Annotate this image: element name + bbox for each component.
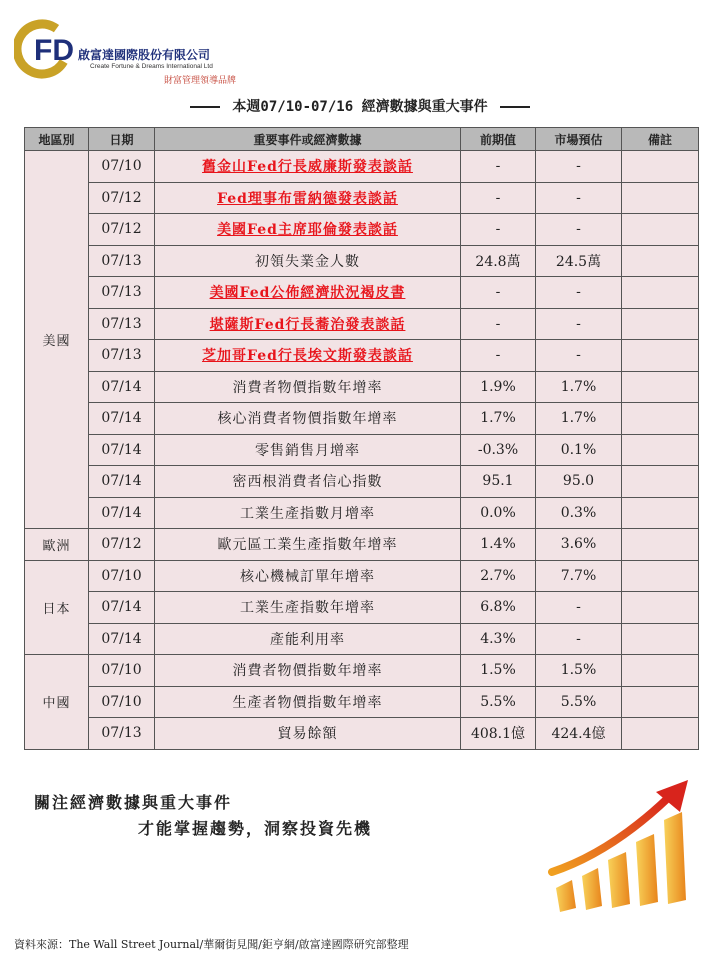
note-cell: [622, 245, 699, 277]
note-cell: [622, 466, 699, 498]
forecast-cell: -: [536, 277, 622, 309]
forecast-cell: 424.4億: [536, 718, 622, 750]
previous-cell: -0.3%: [461, 434, 536, 466]
note-cell: [622, 308, 699, 340]
growth-chart-icon: [548, 776, 698, 916]
company-slogan: 財富管理領導品牌: [164, 76, 237, 86]
previous-cell: -: [461, 214, 536, 246]
forecast-cell: -: [536, 623, 622, 655]
forecast-cell: 1.5%: [536, 655, 622, 687]
forecast-cell: 1.7%: [536, 371, 622, 403]
date-cell: 07/14: [89, 434, 155, 466]
table-row: [25, 340, 699, 372]
previous-cell: 6.8%: [461, 592, 536, 624]
event-cell: 堪薩斯Fed行長蕎治發表談話: [155, 308, 461, 340]
forecast-cell: -: [536, 182, 622, 214]
forecast-cell: 95.0: [536, 466, 622, 498]
note-cell: [622, 686, 699, 718]
date-cell: 07/12: [89, 529, 155, 561]
previous-cell: 5.5%: [461, 686, 536, 718]
table-row: [25, 151, 699, 183]
column-header-forecast: 市場預估: [536, 128, 622, 151]
region-cell-europe: 歐洲: [25, 529, 89, 561]
event-cell: 產能利用率: [155, 623, 461, 655]
forecast-cell: -: [536, 151, 622, 183]
table-row: [25, 592, 699, 624]
event-cell: 核心消費者物價指數年增率: [155, 403, 461, 435]
event-cell: 歐元區工業生產指數年增率: [155, 529, 461, 561]
note-cell: [622, 151, 699, 183]
table-row: [25, 686, 699, 718]
date-cell: 07/10: [89, 151, 155, 183]
forecast-cell: -: [536, 214, 622, 246]
note-cell: [622, 718, 699, 750]
event-cell: 消費者物價指數年增率: [155, 371, 461, 403]
forecast-cell: -: [536, 308, 622, 340]
event-cell: 消費者物價指數年增率: [155, 655, 461, 687]
logo-letters: FD: [34, 34, 74, 67]
column-header-event: 重要事件或經濟數據: [155, 128, 461, 151]
table-row: [25, 308, 699, 340]
table-row: [25, 434, 699, 466]
column-header-note: 備註: [622, 128, 699, 151]
previous-cell: 95.1: [461, 466, 536, 498]
date-cell: 07/14: [89, 592, 155, 624]
date-cell: 07/14: [89, 403, 155, 435]
note-cell: [622, 403, 699, 435]
logo-emblem-icon: [14, 16, 84, 82]
forecast-cell: 5.5%: [536, 686, 622, 718]
table-row: [25, 403, 699, 435]
company-name-zh: 啟富達國際股份有限公司: [78, 48, 211, 62]
event-cell: 密西根消費者信心指數: [155, 466, 461, 498]
table-row: [25, 529, 699, 561]
previous-cell: 24.8萬: [461, 245, 536, 277]
forecast-cell: 0.1%: [536, 434, 622, 466]
note-cell: [622, 592, 699, 624]
event-cell: 美國Fed主席耶倫發表談話: [155, 214, 461, 246]
note-cell: [622, 277, 699, 309]
event-cell: Fed理事布雷納德發表談話: [155, 182, 461, 214]
table-row: [25, 245, 699, 277]
previous-cell: -: [461, 277, 536, 309]
company-logo: [14, 16, 254, 86]
event-cell: 芝加哥Fed行長埃文斯發表談話: [155, 340, 461, 372]
column-header-region: 地區別: [25, 128, 89, 151]
note-cell: [622, 497, 699, 529]
event-cell: 初領失業金人數: [155, 245, 461, 277]
date-cell: 07/13: [89, 277, 155, 309]
region-cell-us: 美國: [25, 151, 89, 529]
forecast-cell: 24.5萬: [536, 245, 622, 277]
table-header-row: [25, 128, 699, 151]
date-cell: 07/10: [89, 686, 155, 718]
previous-cell: -: [461, 151, 536, 183]
note-cell: [622, 655, 699, 687]
table-row: [25, 497, 699, 529]
column-header-previous: 前期值: [461, 128, 536, 151]
previous-cell: 4.3%: [461, 623, 536, 655]
page-title-text: 本週07/10-07/16 經濟數據與重大事件: [232, 99, 488, 115]
date-cell: 07/10: [89, 655, 155, 687]
previous-cell: 1.9%: [461, 371, 536, 403]
previous-cell: -: [461, 182, 536, 214]
source-note: 資料來源：The Wall Street Journal/華爾街見聞/鉅亨網/啟富達國際研究部整理: [14, 938, 409, 951]
table-row: [25, 623, 699, 655]
event-cell: 工業生產指數月增率: [155, 497, 461, 529]
table-row: [25, 718, 699, 750]
title-dash-right: [500, 106, 530, 108]
tagline-line-2: 才能掌握趨勢，洞察投資先機: [138, 819, 373, 838]
table-row: [25, 466, 699, 498]
forecast-cell: 0.3%: [536, 497, 622, 529]
date-cell: 07/14: [89, 371, 155, 403]
previous-cell: 1.5%: [461, 655, 536, 687]
event-cell: 美國Fed公佈經濟狀況褐皮書: [155, 277, 461, 309]
note-cell: [622, 560, 699, 592]
region-cell-japan: 日本: [25, 560, 89, 655]
date-cell: 07/13: [89, 308, 155, 340]
table-row: [25, 655, 699, 687]
date-cell: 07/10: [89, 560, 155, 592]
event-cell: 舊金山Fed行長威廉斯發表談話: [155, 151, 461, 183]
forecast-cell: 7.7%: [536, 560, 622, 592]
date-cell: 07/13: [89, 245, 155, 277]
previous-cell: -: [461, 340, 536, 372]
table-row: [25, 277, 699, 309]
date-cell: 07/12: [89, 182, 155, 214]
date-cell: 07/13: [89, 340, 155, 372]
page-title: [0, 96, 720, 116]
previous-cell: 1.7%: [461, 403, 536, 435]
note-cell: [622, 371, 699, 403]
previous-cell: 1.4%: [461, 529, 536, 561]
date-cell: 07/12: [89, 214, 155, 246]
note-cell: [622, 340, 699, 372]
previous-cell: 408.1億: [461, 718, 536, 750]
previous-cell: -: [461, 308, 536, 340]
forecast-cell: 3.6%: [536, 529, 622, 561]
event-cell: 零售銷售月增率: [155, 434, 461, 466]
event-cell: 工業生產指數年增率: [155, 592, 461, 624]
table-row: [25, 371, 699, 403]
table-row: [25, 560, 699, 592]
event-cell: 貿易餘額: [155, 718, 461, 750]
date-cell: 07/14: [89, 623, 155, 655]
note-cell: [622, 623, 699, 655]
date-cell: 07/14: [89, 497, 155, 529]
date-cell: 07/14: [89, 466, 155, 498]
table-row: [25, 214, 699, 246]
note-cell: [622, 182, 699, 214]
title-dash-left: [190, 106, 220, 108]
column-header-date: 日期: [89, 128, 155, 151]
previous-cell: 0.0%: [461, 497, 536, 529]
event-cell: 核心機械訂單年增率: [155, 560, 461, 592]
forecast-cell: 1.7%: [536, 403, 622, 435]
event-cell: 生產者物價指數年增率: [155, 686, 461, 718]
note-cell: [622, 529, 699, 561]
forecast-cell: -: [536, 592, 622, 624]
note-cell: [622, 434, 699, 466]
tagline-line-1: 關注經濟數據與重大事件: [34, 793, 233, 812]
table-row: [25, 182, 699, 214]
note-cell: [622, 214, 699, 246]
forecast-cell: -: [536, 340, 622, 372]
company-name-en: Create Fortune & Dreams International Ltd: [90, 63, 213, 70]
date-cell: 07/13: [89, 718, 155, 750]
region-cell-china: 中國: [25, 655, 89, 750]
events-table: [24, 127, 699, 750]
previous-cell: 2.7%: [461, 560, 536, 592]
